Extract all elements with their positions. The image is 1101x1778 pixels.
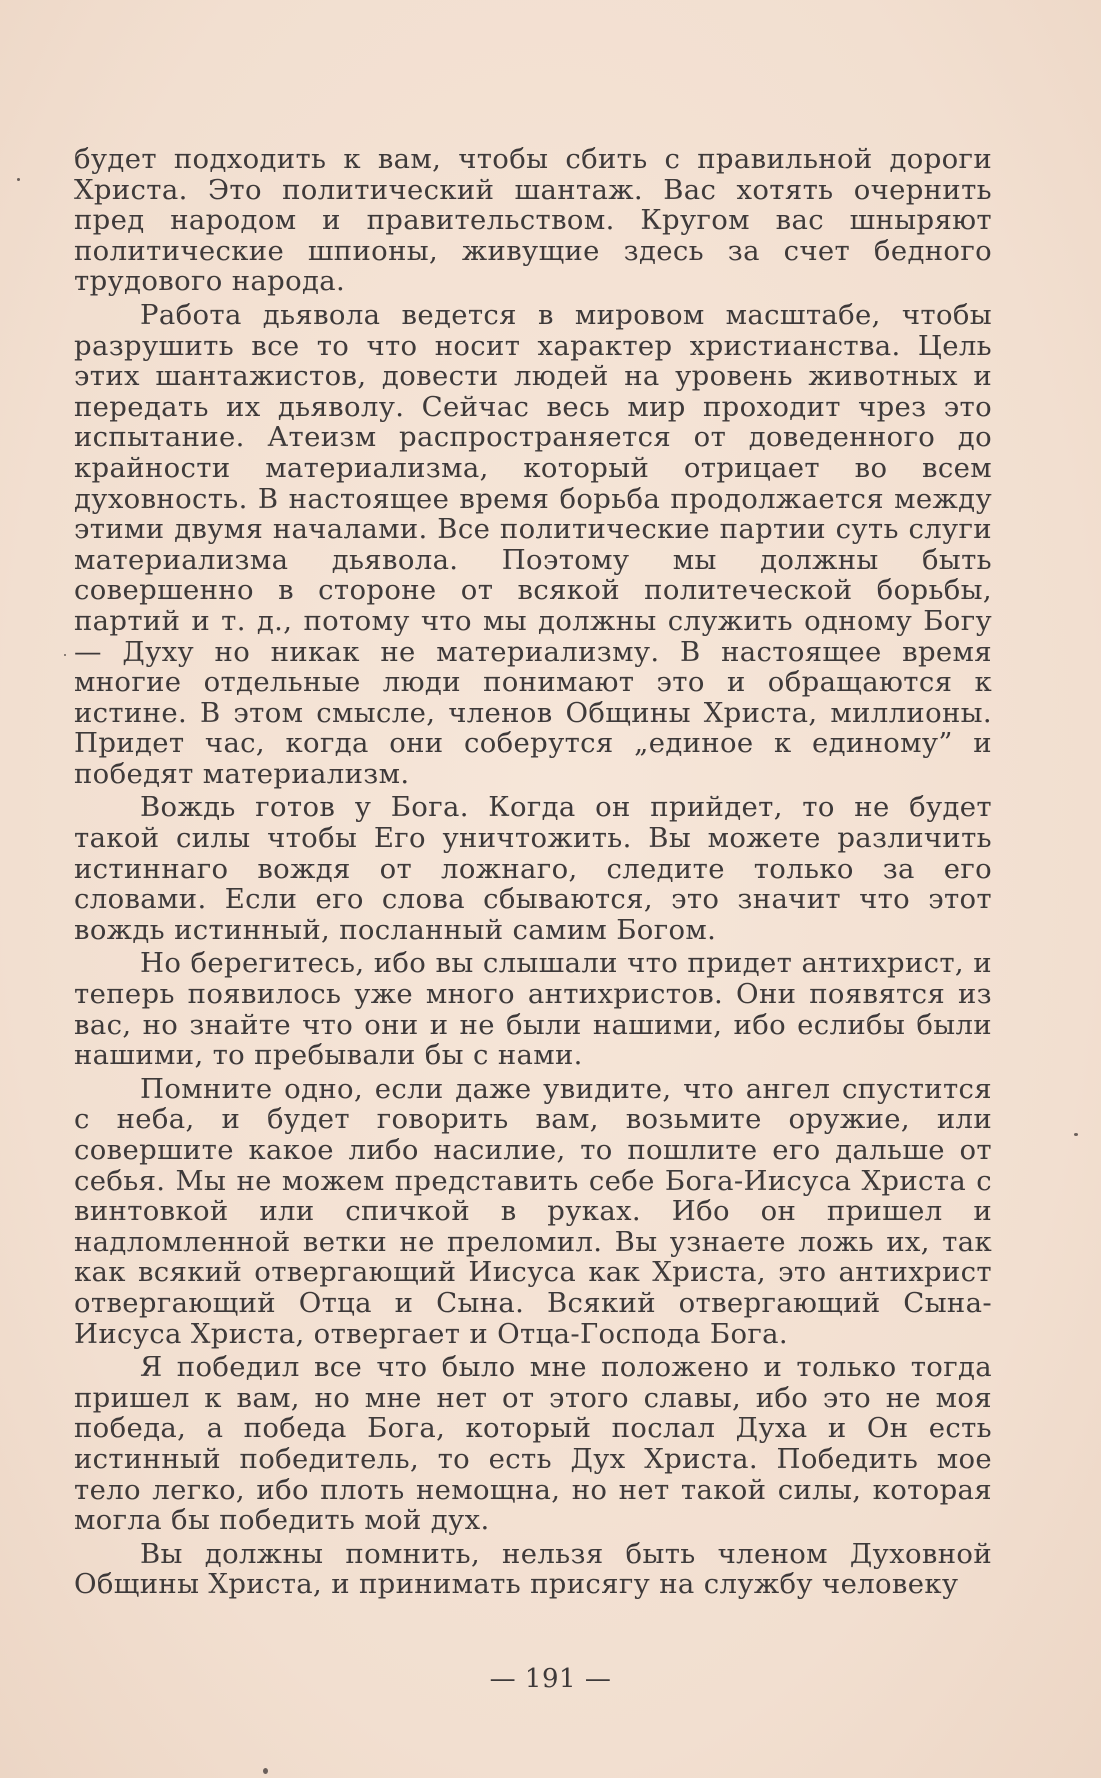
paragraph-7: Вы должны помнить, нельзя быть членом Духовной Общины Христа, и принимать присягу на службу человеку xyxy=(74,1537,992,1601)
paragraph-6: Я победил все что было мне положено и только тогда пришел к вам, но мне нет от этого славы, ибо это не моя победа, а победа Бога, который послал Духа и Он есть истинный победитель, то есть Дух Христа. Победить мое тело легко, ибо плоть немощна, но нет такой силы, которая могла бы победить мой дух. xyxy=(74,1351,992,1537)
paragraph-2: Работа дьявола ведется в мировом масштабе, чтобы разрушить все то что носит характер христианства. Цель этих шантажистов, довести людей на уровень животных и передать их дьяволу. Сейчас весь мир проходит чрез это испытание. Атеизм распространяется от доведенного до крайности материализма, который отрицает во всем духовность. В настоящее время борьба продолжается между этими двумя началами. Все политические партии суть слуги материализма дьявола. Поэтому мы должны быть совершенно в стороне от всякой политеческой борьбы, партий и т. д., потому что мы должны служить одному Богу — Духу но никак не материализму. В настоящее время многие отдельные люди понимают это и обращаются к истине. В этом смысле, членов Общины Христа, миллионы. Придет час, когда они соберутся „единое к единому” и победят материализм. xyxy=(74,298,992,790)
page-number: — 191 — xyxy=(489,1664,612,1694)
paper-speck xyxy=(64,654,66,656)
paragraph-4: Но берегитесь, ибо вы слышали что придет антихрист, и теперь появилось уже много антихристов. Они появятся из вас, но знайте что они и не были нашими, ибо еслибы были нашими, то пребывали бы с нами. xyxy=(74,947,992,1072)
paragraph-3: Вождь готов у Бога. Когда он прийдет, то не будет такой силы чтобы Его уничтожить. Вы можете различить истиннаго вождя от ложнаго, следите только за его словами. Если его слова сбываются, это значит что этот вождь истинный, посланный самим Богом. xyxy=(74,791,992,946)
paper-speck xyxy=(1074,1133,1078,1136)
paragraph-5: Помните одно, если даже увидите, что ангел спустится с неба, и будет говорить вам, возьмите оружие, или совершите какое либо насилие, то пошлите его дальше от себья. Мы не можем представить себе Бога-Иисуса Христа с винтовкой или спичкой в руках. Ибо он пришел и надломленной ветки не преломил. Вы узнаете ложь их, так как всякий отвергающий Иисуса как Христа, это антихрист отвергающий Отца и Сына. Всякий отвергающий Сына-Иисуса Христа, отвергает и Отца-Господа Бога. xyxy=(74,1072,992,1350)
paragraph-1: будет подходить к вам, чтобы сбить с правильной дороги Христа. Это политический шантаж. Вас хотять очернить пред народом и правительством. Кругом вас шныряют политические шпионы, живущие здесь за счет бедного трудового народа. xyxy=(74,143,992,298)
body-text xyxy=(74,144,992,1600)
paper-speck xyxy=(17,178,20,181)
paper-speck xyxy=(263,1768,268,1774)
